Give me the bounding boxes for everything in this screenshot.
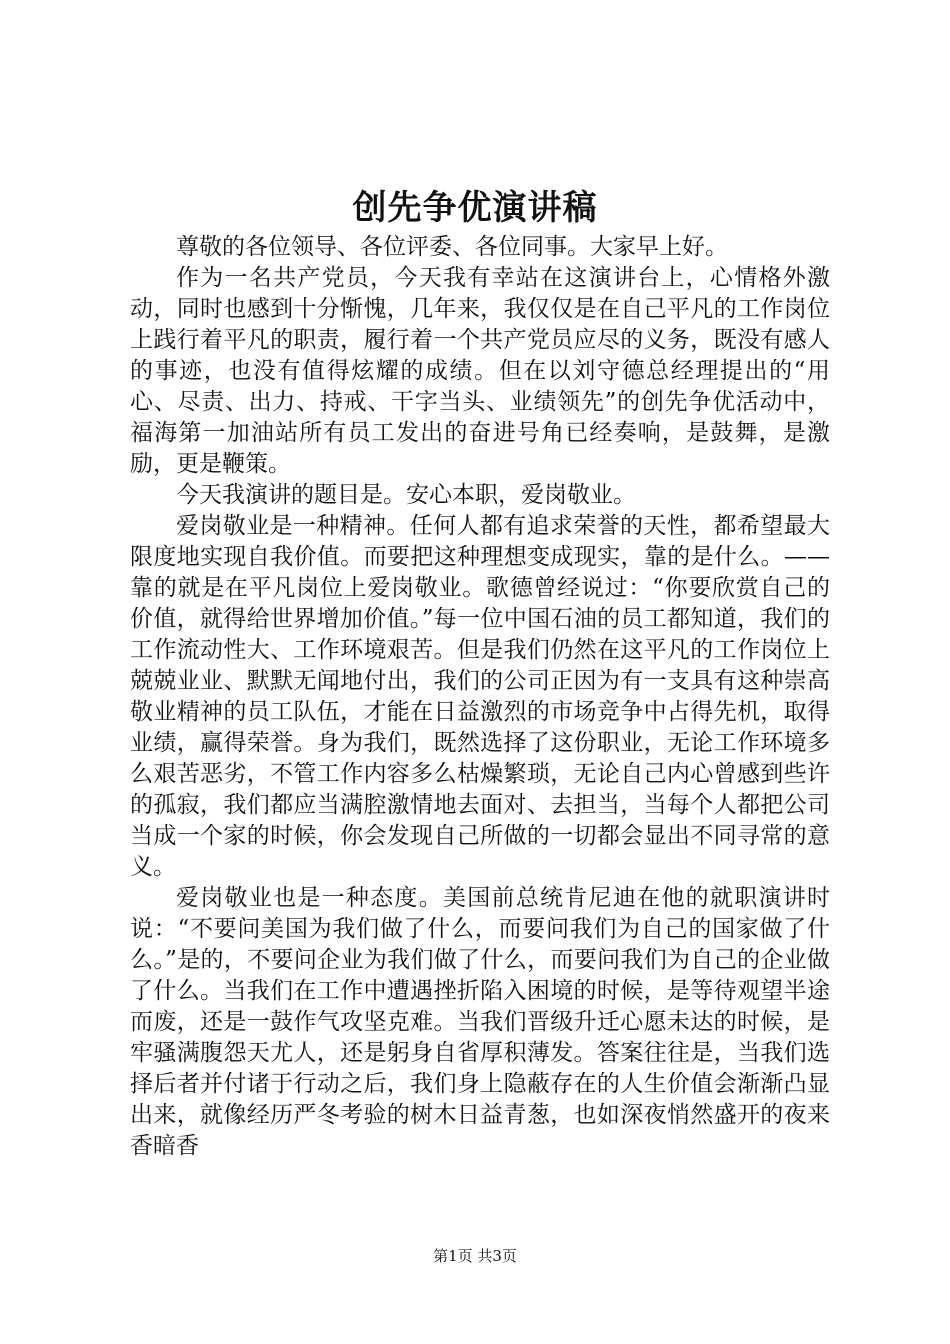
paragraph-spirit: 爱岗敬业是一种精神。任何人都有追求荣誉的天性，都希望最大限度地实现自我价值。而要把这种理想变成现实，靠的是什么。——靠的就是在平凡岗位上爱岗敬业。歌德曾经说过：“你要欣赏自己的价值，就得给世界增加价值。”每一位中国石油的员工都知道，我们的工作流动性大、工作环境艰苦。但是我们仍然在这平凡的工作岗位上兢兢业业、默默无闻地付出，我们的公司正因为有一支具有这种崇高敬业精神的员工队伍，才能在日益激烈的市场竞争中占得先机，取得业绩，赢得荣誉。身为我们，既然选择了这份职业，无论工作环境多么艰苦恶劣，不管工作内容多么枯燥繁琐，无论自己内心曾感到些许的孤寂，我们都应当满腔激情地去面对、去担当，当每个人都把公司当成一个家的时候，你会发现自己所做的一切都会显出不同寻常的意义。 xyxy=(130,513,830,880)
page-number-footer: 第1页 共3页 xyxy=(433,1247,517,1265)
paragraph-greeting: 尊敬的各位领导、各位评委、各位同事。大家早上好。 xyxy=(176,234,728,260)
paragraph-introduction: 作为一名共产党员，今天我有幸站在这演讲台上，心情格外激动，同时也感到十分惭愧，几年来，我仅仅是在自己平凡的工作岗位上践行着平凡的职责，履行着一个共产党员应尽的义务，既没有感人的事迹，也没有值得炫耀的成绩。但在以刘守德总经理提出的“用心、尽责、出力、持戒、干字当头、业绩领先”的创先争优活动中，福海第一加油站所有员工发出的奋进号角已经奏响，是鼓舞，是激励，更是鞭策。 xyxy=(130,265,830,477)
paragraph-topic: 今天我演讲的题目是。安心本职，爱岗敬业。 xyxy=(176,482,636,508)
paragraph-attitude: 爱岗敬业也是一种态度。美国前总统肯尼迪在他的就职演讲时说：“不要问美国为我们做了什么，而要问我们为自己的国家做了什么。”是的，不要问企业为我们做了什么，而要问我们为自己的企业做了什么。当我们在工作中遭遇挫折陷入困境的时候，是等待观望半途而废，还是一鼓作气攻坚克难。当我们晋级升迁心愿未达的时候，是牢骚满腹怨天尤人，还是躬身自省厚积薄发。答案往往是，当我们选择后者并付诸于行动之后，我们身上隐蔽存在的人生价值会渐渐凸显出来，就像经历严冬考验的树木日益青葱，也如深夜悄然盛开的夜来香暗香 xyxy=(130,885,830,1159)
document-title: 创先争优演讲稿 xyxy=(352,188,598,228)
document-body xyxy=(130,232,830,1162)
